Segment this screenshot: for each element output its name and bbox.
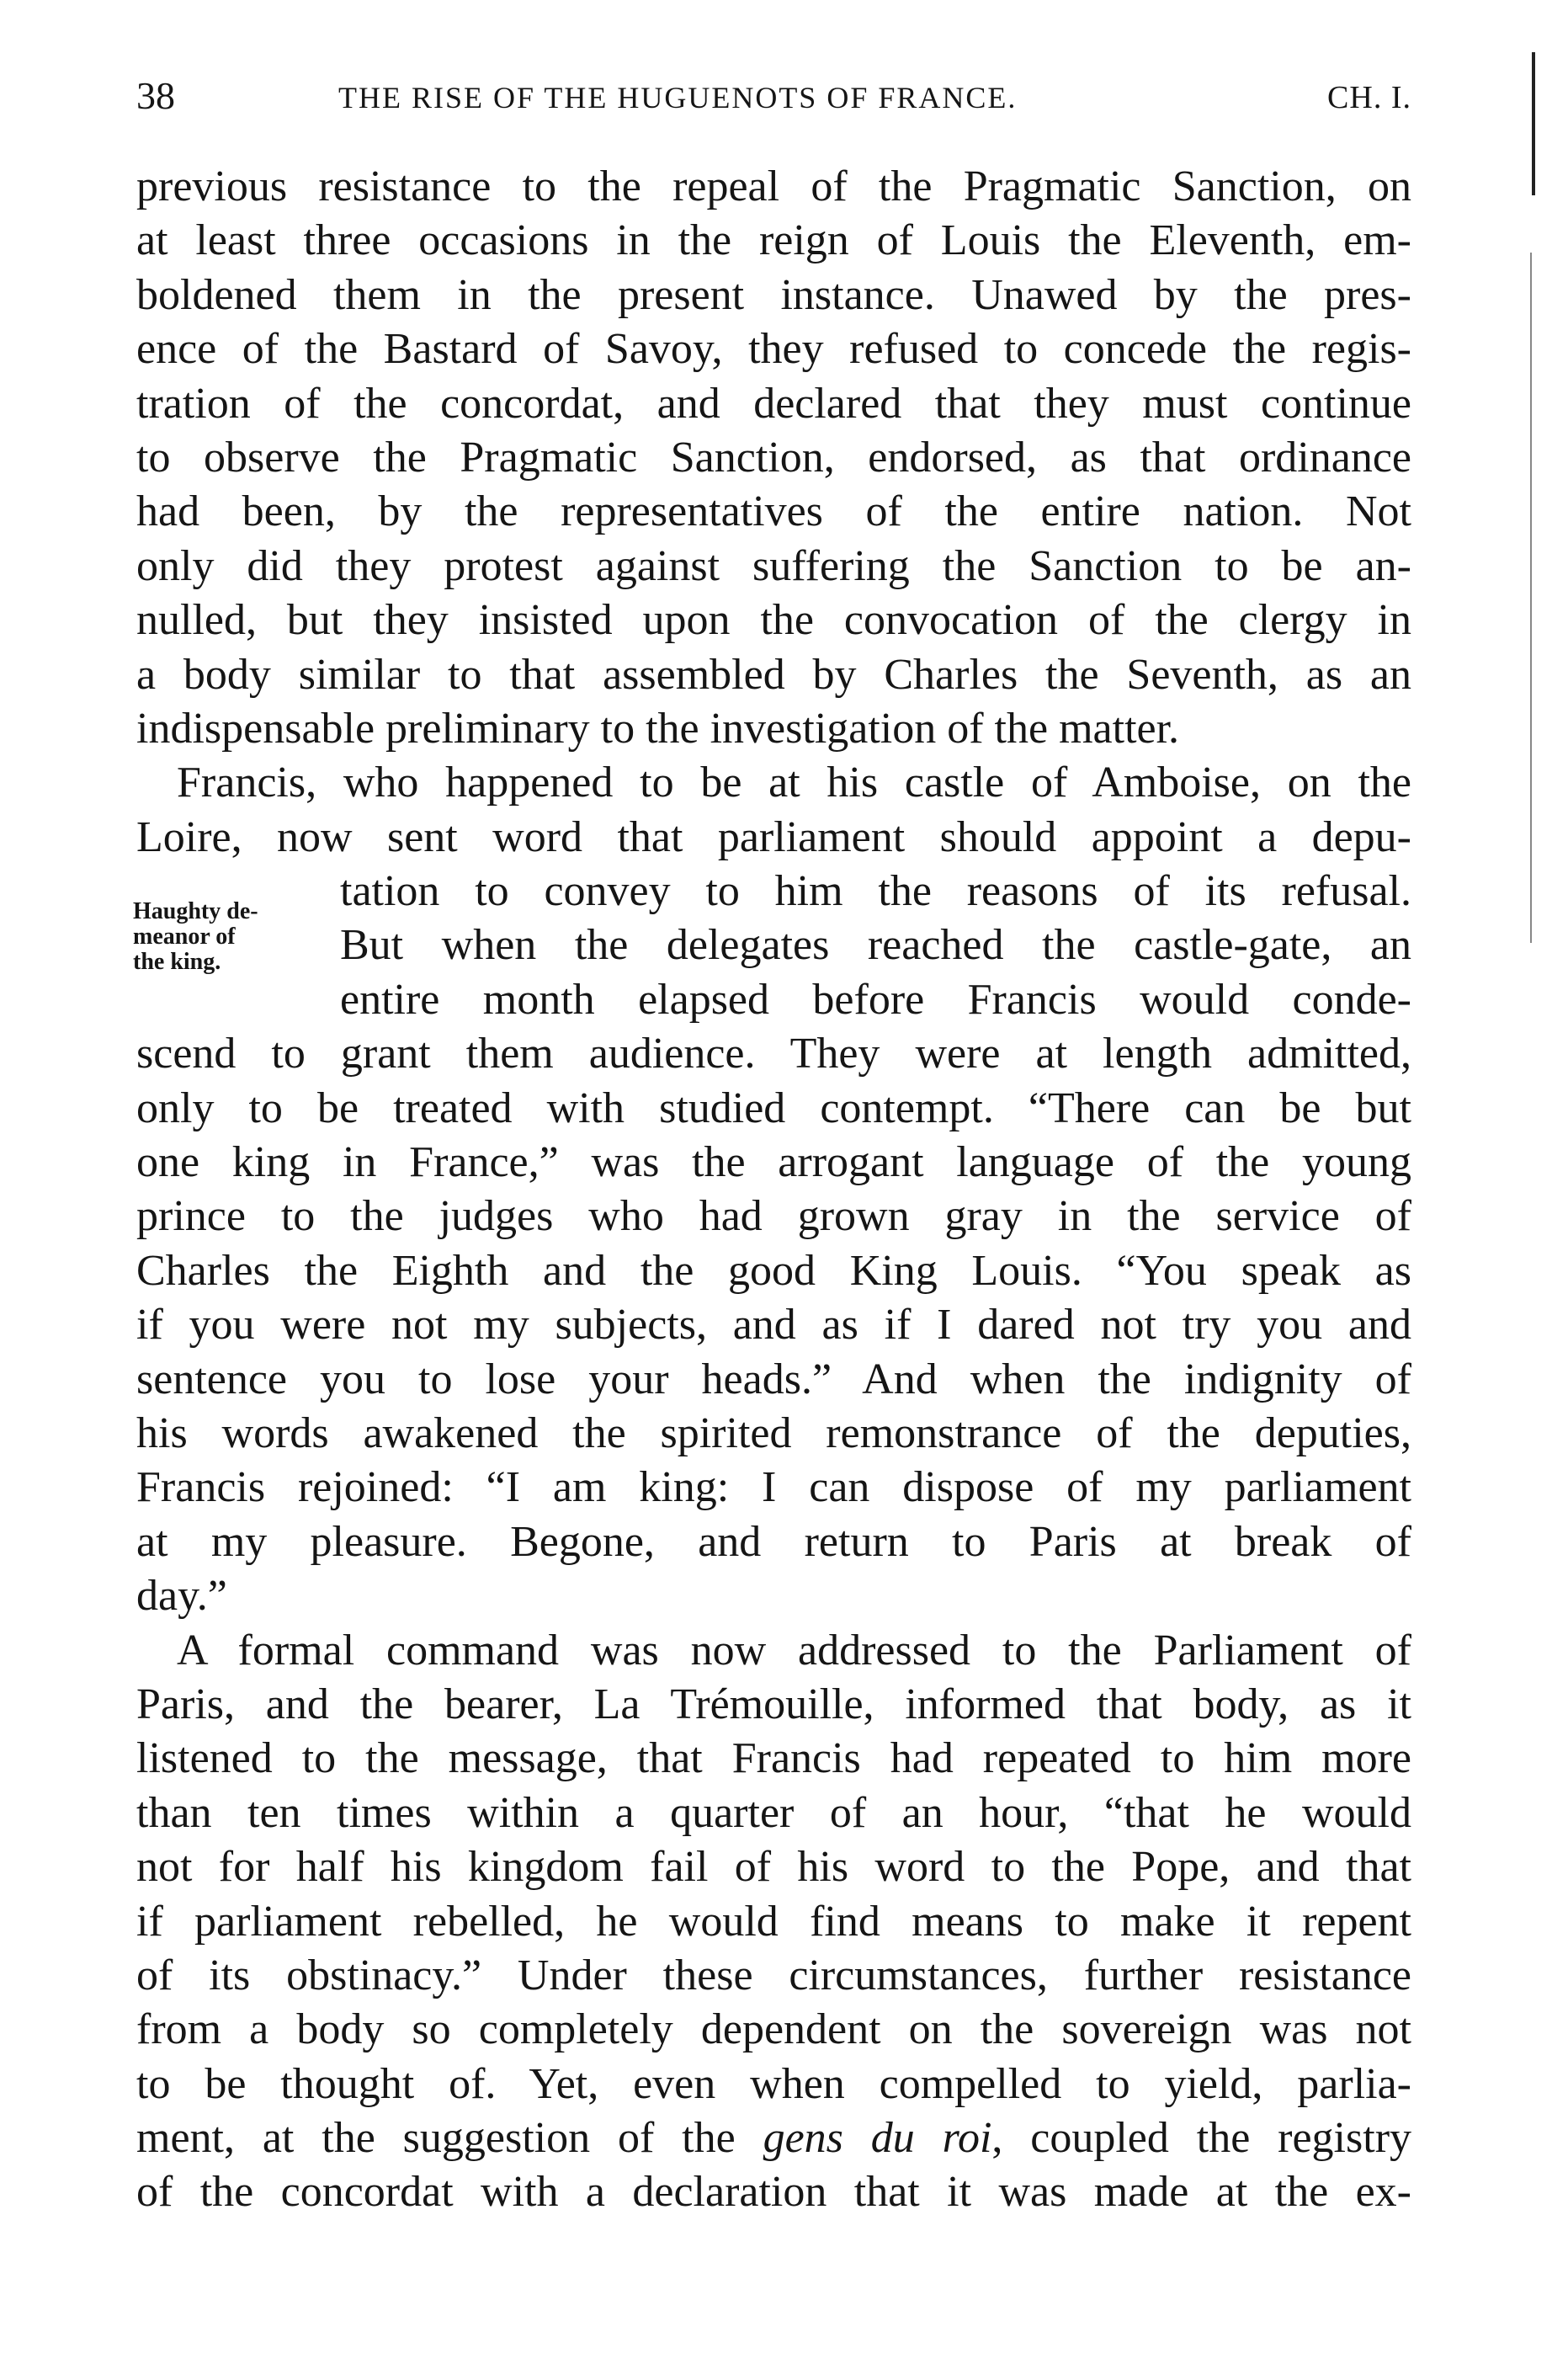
text-line: boldened them in the present instance. Unawed by the pres- <box>136 270 1411 319</box>
text-line: at my pleasure. Begone, and return to Paris at break of <box>136 1517 1411 1566</box>
text-line: prince to the judges who had grown gray in the service of <box>136 1192 1411 1241</box>
text-line: Paris, and the bearer, La Trémouille, informed that body, as it <box>136 1680 1411 1728</box>
text-line: ence of the Bastard of Savoy, they refused to concede the regis- <box>136 325 1411 374</box>
text-line <box>136 2111 1411 2165</box>
text-line: only to be treated with studied contempt. “There can be but <box>136 1084 1411 1132</box>
text-segment: ment, at the suggestion of the <box>136 2114 736 2163</box>
text-line: if parliament rebelled, he would find means to make it repent <box>136 1897 1411 1946</box>
text-line: had been, by the representatives of the entire nation. Not <box>136 487 1411 536</box>
text-line: nulled, but they insisted upon the convocation of the clergy in <box>136 596 1411 645</box>
text-line: tration of the concordat, and declared that they must continue <box>136 379 1411 428</box>
text-line: tation to convey to him the reasons of its refusal. <box>340 867 1411 916</box>
text-line: from a body so completely dependent on the sovereign was not <box>136 2005 1411 2054</box>
text-line: scend to grant them audience. They were at length admitted, <box>136 1030 1411 1078</box>
text-line: than ten times within a quarter of an hour, “that he would <box>136 1788 1411 1837</box>
text-line: listened to the message, that Francis had repeated to him more <box>136 1734 1411 1783</box>
text-line: A formal command was now addressed to the Parliament of <box>177 1626 1411 1674</box>
text-line: only did they protest against suffering the Sanction to be an- <box>136 541 1411 590</box>
margin-note-line: Haughty de- <box>133 898 258 924</box>
chapter-label: CH. I. <box>1327 80 1411 115</box>
text-line: indispensable preliminary to the investigation of the matter. <box>136 704 1180 753</box>
text-line: his words awakened the spirited remonstrance of the deputies, <box>136 1408 1411 1457</box>
text-line: to observe the Pragmatic Sanction, endorsed, as that ordinance <box>136 433 1411 482</box>
text-line: a body similar to that assembled by Charles the Seventh, as an <box>136 650 1411 699</box>
text-line: entire month elapsed before Francis would conde- <box>340 975 1411 1024</box>
page-number: 38 <box>136 74 175 117</box>
text-line: to be thought of. Yet, even when compelled to yield, parlia- <box>136 2059 1411 2108</box>
text-line: day.” <box>136 1572 227 1621</box>
body-text <box>136 160 1411 2220</box>
text-line: Francis, who happened to be at his castle of Amboise, on the <box>177 759 1411 807</box>
margin-note-line: meanor of <box>133 924 236 950</box>
text-line: Loire, now sent word that parliament should appoint a depu- <box>136 812 1411 861</box>
text-line: previous resistance to the repeal of the Pragmatic Sanction, on <box>136 162 1411 210</box>
text-line: if you were not my subjects, and as if I dared not try you and <box>136 1301 1411 1350</box>
text-line: not for half his kingdom fail of his word to the Pope, and that <box>136 1843 1411 1892</box>
page-edge-mark <box>1532 52 1535 195</box>
text-line: sentence you to lose your heads.” And when the indignity of <box>136 1355 1411 1403</box>
text-line: Francis rejoined: “I am king: I can dispose of my parliament <box>136 1463 1411 1512</box>
italic-phrase: gens du roi <box>763 2114 992 2163</box>
text-line: at least three occasions in the reign of Louis the Eleventh, em- <box>136 216 1411 265</box>
text-segment: , coupled the registry <box>991 2114 1412 2163</box>
text-line: of the concordat with a declaration that it was made at the ex- <box>136 2168 1411 2217</box>
page-edge-mark <box>1530 253 1532 943</box>
margin-note-line: the king. <box>133 949 221 975</box>
text-line: one king in France,” was the arrogant language of the young <box>136 1138 1411 1187</box>
running-title: THE RISE OF THE HUGUENOTS OF FRANCE. <box>338 81 1018 114</box>
text-line: of its obstinacy.” Under these circumstances, further resistance <box>136 1951 1411 1999</box>
text-line: But when the delegates reached the castle-gate, an <box>340 921 1411 970</box>
text-line: Charles the Eighth and the good King Louis. “You speak as <box>136 1246 1411 1295</box>
running-head <box>136 71 1411 121</box>
